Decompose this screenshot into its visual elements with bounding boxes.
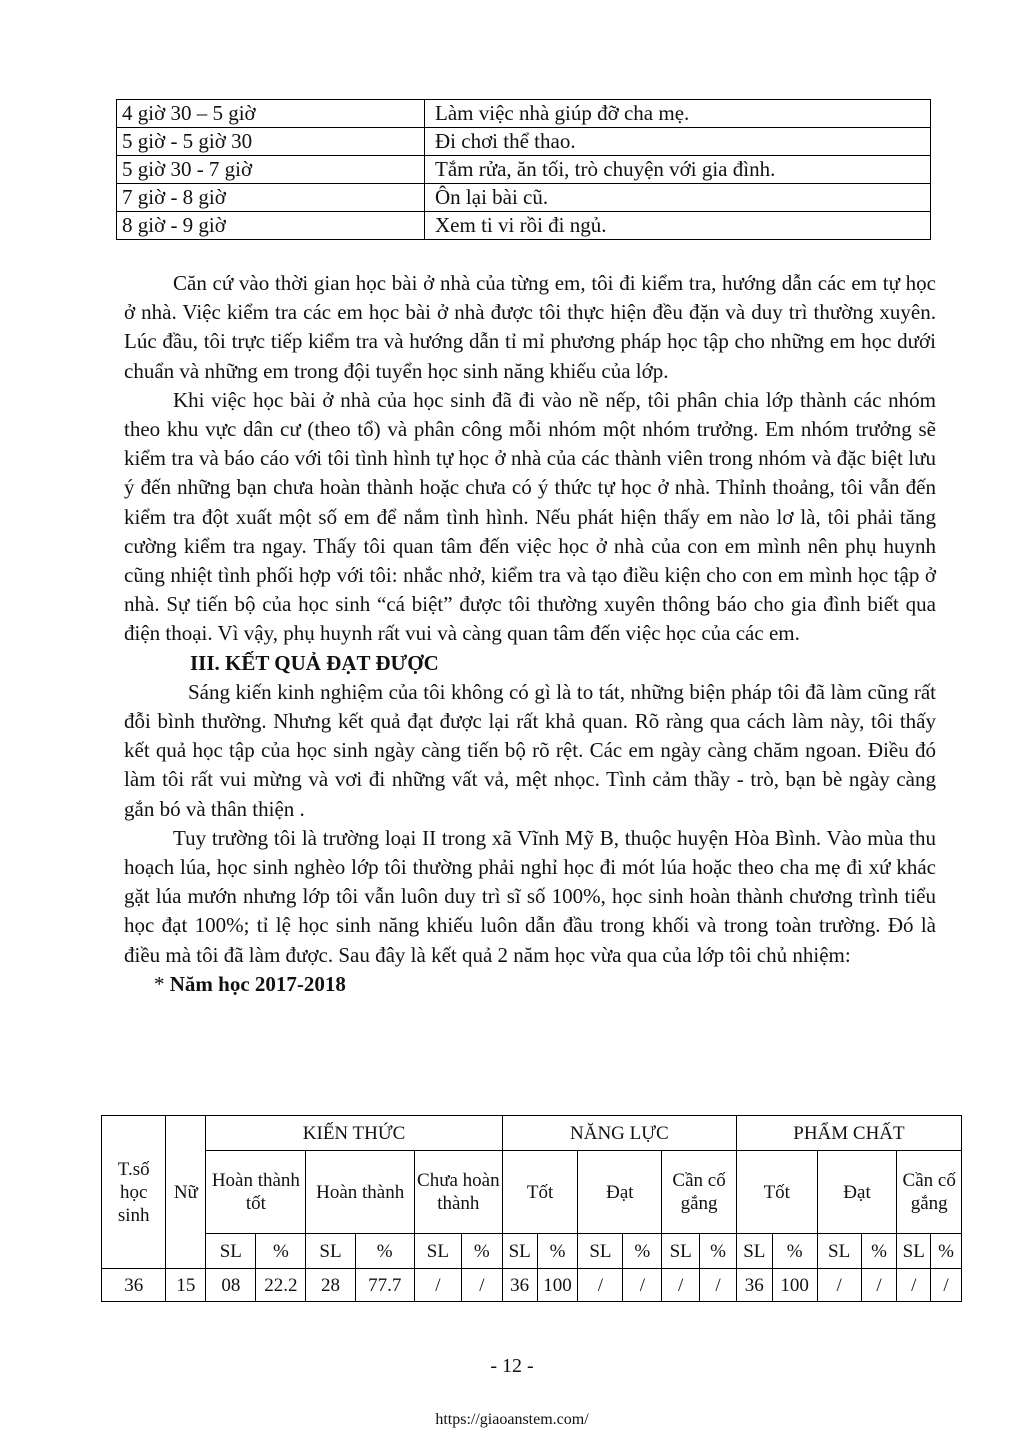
result-cell: / bbox=[578, 1269, 623, 1302]
competence-header: NĂNG LỰC bbox=[502, 1116, 736, 1151]
page-number: - 12 - bbox=[490, 1355, 534, 1377]
result-cell: / bbox=[897, 1269, 931, 1302]
schedule-activity: Đi chơi thể thao. bbox=[425, 128, 931, 156]
schedule-time: 5 giờ 30 - 7 giờ bbox=[117, 156, 425, 184]
paragraph-group-leaders: Khi việc học bài ở nhà của học sinh đã đi vào nề nếp, tôi phân chia lớp thành các nhóm theo khu vực dân cư (theo tổ) và phân công mỗi nhóm một nhóm trưởng. Em nhóm trưởng sẽ kiểm tra và báo cáo với tôi tình hình tự học ở nhà của các thành viên trong nhóm và đặc biệt lưu ý đến những bạn chưa hoàn thành hoặc chưa có ý thức tự học ở nhà. Thỉnh thoảng, tôi vẫn đến kiểm tra đột xuất một số em để nắm tình hình. Nếu phát hiện thấy em nào lơ là, tôi phải tăng cường kiểm tra ngay. Thấy tôi quan tâm đến việc học ở nhà của con em mình nên phụ huynh cũng nhiệt tình phối hợp với tôi: nhắc nhở, kiểm tra và tạo điều kiện cho con em mình học tập ở nhà. Sự tiến bộ của học sinh “cá biệt” được tôi thường xuyên thông báo cho gia đình biết qua điện thoại. Vì vậy, phụ huynh rất vui và càng quan tâm đến việc học của các em. bbox=[124, 387, 936, 646]
pct-header: % bbox=[623, 1234, 662, 1269]
female-header: Nữ bbox=[166, 1116, 206, 1269]
result-cell: / bbox=[700, 1269, 737, 1302]
subheader: Tốt bbox=[502, 1151, 578, 1234]
schedule-activity: Ôn lại bài cũ. bbox=[425, 184, 931, 212]
subheader: Hoàn thành tốt bbox=[206, 1151, 306, 1234]
pct-header: % bbox=[931, 1234, 962, 1269]
result-cell: 100 bbox=[537, 1269, 578, 1302]
subheader: Hoàn thành bbox=[306, 1151, 414, 1234]
result-cell: / bbox=[662, 1269, 700, 1302]
schedule-activity: Xem ti vi rồi đi ngủ. bbox=[425, 212, 931, 240]
schedule-time: 5 giờ - 5 giờ 30 bbox=[117, 128, 425, 156]
schedule-time: 4 giờ 30 – 5 giờ bbox=[117, 100, 425, 128]
sl-header: SL bbox=[502, 1234, 537, 1269]
result-cell: / bbox=[817, 1269, 861, 1302]
subheader: Đạt bbox=[578, 1151, 662, 1234]
schedule-time: 7 giờ - 8 giờ bbox=[117, 184, 425, 212]
pct-header: % bbox=[700, 1234, 737, 1269]
results-table bbox=[101, 1115, 962, 1302]
result-cell: 28 bbox=[306, 1269, 355, 1302]
table-row bbox=[102, 1116, 962, 1151]
result-cell: / bbox=[931, 1269, 962, 1302]
sl-header: SL bbox=[578, 1234, 623, 1269]
table-row bbox=[117, 184, 931, 212]
bullet-marker: * bbox=[154, 971, 170, 996]
total-students-header: T.số học sinh bbox=[102, 1116, 166, 1269]
table-row bbox=[102, 1269, 962, 1302]
sl-header: SL bbox=[736, 1234, 772, 1269]
daily-schedule-table bbox=[116, 99, 931, 240]
subheader: Chưa hoàn thành bbox=[414, 1151, 502, 1234]
result-cell: 100 bbox=[772, 1269, 817, 1302]
subheader: Đạt bbox=[817, 1151, 897, 1234]
school-year-label bbox=[124, 970, 936, 999]
sl-header: SL bbox=[897, 1234, 931, 1269]
result-cell: / bbox=[623, 1269, 662, 1302]
result-cell: 08 bbox=[206, 1269, 256, 1302]
sl-header: SL bbox=[414, 1234, 461, 1269]
pct-header: % bbox=[355, 1234, 414, 1269]
female-value: 15 bbox=[166, 1269, 206, 1302]
result-cell: 77.7 bbox=[355, 1269, 414, 1302]
sl-header: SL bbox=[662, 1234, 700, 1269]
table-row bbox=[117, 156, 931, 184]
result-cell: 36 bbox=[736, 1269, 772, 1302]
total-students-value: 36 bbox=[102, 1269, 166, 1302]
sl-header: SL bbox=[206, 1234, 256, 1269]
sl-header: SL bbox=[306, 1234, 355, 1269]
subheader: Tốt bbox=[736, 1151, 817, 1234]
table-row bbox=[102, 1234, 962, 1269]
subheader: Cần cố gắng bbox=[662, 1151, 737, 1234]
section-heading: III. KẾT QUẢ ĐẠT ĐƯỢC bbox=[190, 650, 439, 675]
schedule-time: 8 giờ - 9 giờ bbox=[117, 212, 425, 240]
pct-header: % bbox=[537, 1234, 578, 1269]
paragraph-results: Sáng kiến kinh nghiệm của tôi không có gì là to tát, những biện pháp tôi đã làm cũng rất đỗi bình thường. Nhưng kết quả đạt được lại rất khả quan. Rõ ràng qua cách làm này, tôi thấy kết quả học tập của học sinh ngày càng tiến bộ rõ rệt. Các em ngày càng chăm ngoan. Điều đó làm tôi rất vui mừng và vơi đi những vất vả, mệt nhọc. Tình cảm thầy - trò, bạn bè ngày càng gắn bó và thân thiện . bbox=[124, 679, 936, 821]
table-row bbox=[117, 212, 931, 240]
body-text bbox=[124, 269, 936, 999]
table-row bbox=[117, 100, 931, 128]
sl-header: SL bbox=[817, 1234, 861, 1269]
school-year: Năm học 2017-2018 bbox=[169, 971, 346, 996]
pct-header: % bbox=[461, 1234, 502, 1269]
result-cell: / bbox=[461, 1269, 502, 1302]
quality-header: PHẨM CHẤT bbox=[736, 1116, 961, 1151]
result-cell: 22.2 bbox=[256, 1269, 306, 1302]
result-cell: 36 bbox=[502, 1269, 537, 1302]
table-row bbox=[102, 1151, 962, 1234]
schedule-activity: Tắm rửa, ăn tối, trò chuyện với gia đình. bbox=[425, 156, 931, 184]
footer-url[interactable]: https://giaoanstem.com/ bbox=[435, 1411, 589, 1428]
paragraph-homework-checking: Căn cứ vào thời gian học bài ở nhà của từng em, tôi đi kiểm tra, hướng dẫn các em tự học ở nhà. Việc kiểm tra các em học bài ở nhà được tôi thực hiện đều đặn và duy trì thường xuyên. Lúc đầu, tôi trực tiếp kiểm tra và hướng dẫn tỉ mỉ phương pháp học tập cho những em học dưới chuẩn và những em trong đội tuyển học sinh năng khiếu của lớp. bbox=[124, 271, 936, 383]
knowledge-header: KIẾN THỨC bbox=[206, 1116, 503, 1151]
paragraph-school-context: Tuy trường tôi là trường loại II trong xã Vĩnh Mỹ B, thuộc huyện Hòa Bình. Vào mùa thu hoạch lúa, học sinh nghèo lớp tôi thường phải nghỉ học đi mót lúa hoặc theo cha mẹ đi xứ khác gặt lúa mướn nhưng lớp tôi vẫn luôn duy trì sĩ số 100%, học sinh hoàn thành chương trình tiểu học đạt 100%; tỉ lệ học sinh năng khiếu luôn dẫn đầu trong khối và trong toàn trường. Đó là điều mà tôi đã làm được. Sau đây là kết quả 2 năm học vừa qua của lớp tôi chủ nhiệm: bbox=[124, 825, 936, 967]
subheader: Cần cố gắng bbox=[897, 1151, 962, 1234]
result-cell: / bbox=[861, 1269, 897, 1302]
table-row bbox=[117, 128, 931, 156]
result-cell: / bbox=[414, 1269, 461, 1302]
pct-header: % bbox=[256, 1234, 306, 1269]
schedule-activity: Làm việc nhà giúp đỡ cha mẹ. bbox=[425, 100, 931, 128]
pct-header: % bbox=[861, 1234, 897, 1269]
pct-header: % bbox=[772, 1234, 817, 1269]
